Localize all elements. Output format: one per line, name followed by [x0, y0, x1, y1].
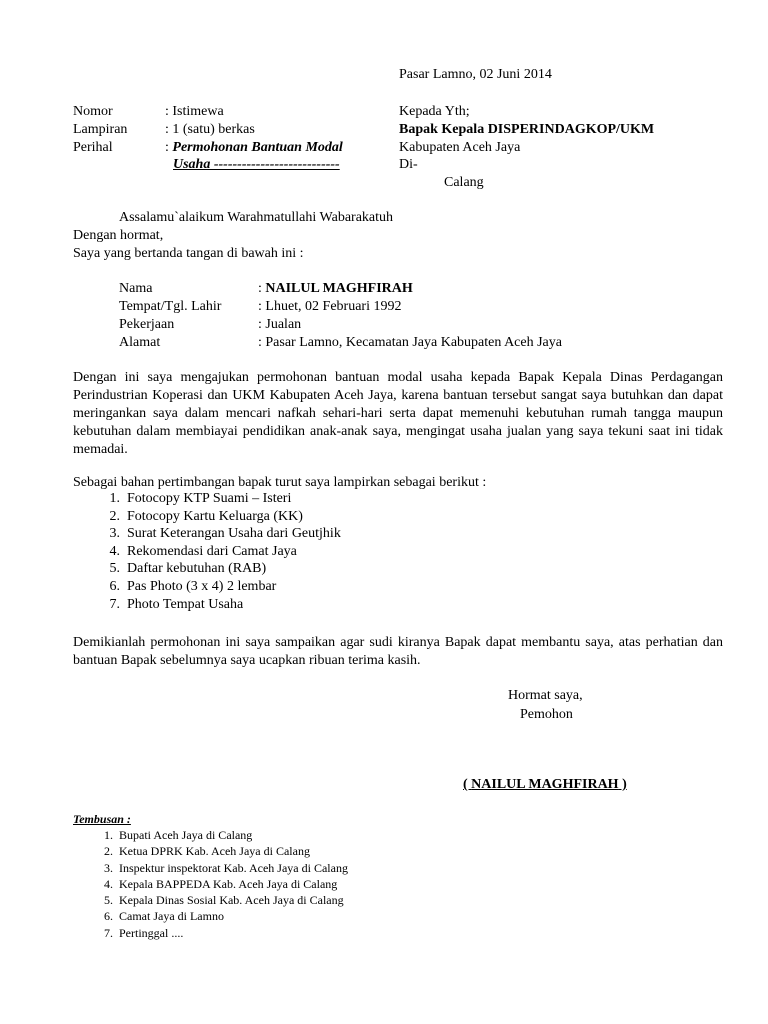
identity-label-pekerjaan: Pekerjaan	[119, 317, 175, 332]
list-item	[73, 827, 348, 843]
list-item	[73, 596, 341, 614]
list-item	[73, 560, 341, 578]
address: Pasar Lamno, Kecamatan Jaya Kabupaten Aceh Jaya	[265, 335, 562, 350]
perihal-line2: Usaha ---------------------------	[173, 157, 340, 172]
recipient-line3: Kabupaten Aceh Jaya	[399, 140, 521, 155]
list-number: 1.	[109, 491, 120, 506]
signer-name: NAILUL MAGHFIRAH	[471, 777, 619, 792]
list-text: Photo Tempat Usaha	[127, 596, 244, 612]
greeting-intro: Saya yang bertanda tangan di bawah ini :	[73, 246, 304, 261]
list-text: Inspektur inspektorat Kab. Aceh Jaya di Calang	[119, 860, 348, 875]
identity-value-nama	[258, 280, 413, 298]
identity-colon: :	[258, 317, 266, 332]
identity-value-ttl	[258, 298, 401, 316]
list-text: Ketua DPRK Kab. Aceh Jaya di Calang	[119, 844, 310, 859]
lampiran-label: Lampiran	[73, 122, 128, 137]
tembusan-title: Tembusan :	[73, 812, 131, 826]
list-number: 3.	[109, 526, 120, 542]
birth-place-date: Lhuet, 02 Februari 1992	[265, 299, 402, 314]
list-text: Pertinggal ....	[119, 925, 184, 940]
identity-label-nama: Nama	[119, 281, 153, 296]
perihal-line1: Permohonan Bantuan Modal	[172, 140, 343, 155]
list-item	[73, 860, 348, 876]
occupation: Jualan	[265, 317, 302, 332]
list-number: 6.	[104, 909, 113, 924]
list-item	[73, 508, 341, 526]
place-date: Pasar Lamno, 02 Juni 2014	[399, 67, 552, 82]
list-text: Fotocopy KTP Suami – Isteri	[127, 491, 292, 506]
perihal-colon: :	[165, 140, 173, 155]
list-text: Surat Keterangan Usaha dari Geutjhik	[127, 526, 341, 542]
list-item	[73, 908, 348, 924]
recipient-line4: Di-	[399, 157, 418, 172]
identity-value-pekerjaan	[258, 316, 301, 334]
signature-open-paren: (	[463, 777, 472, 792]
perihal-value	[165, 139, 343, 157]
tembusan-list	[73, 827, 348, 941]
signature-name	[463, 776, 627, 794]
recipient-line2: Bapak Kepala DISPERINDAGKOP/UKM	[399, 122, 655, 137]
list-text: Daftar kebutuhan (RAB)	[127, 561, 267, 577]
identity-label-alamat: Alamat	[119, 335, 161, 350]
list-number: 5.	[104, 893, 113, 908]
attachments-list	[73, 490, 341, 613]
list-text: Rekomendasi dari Camat Jaya	[127, 543, 297, 559]
list-text: Bupati Aceh Jaya di Calang	[119, 828, 253, 842]
list-item	[73, 892, 348, 908]
perihal-label: Perihal	[73, 140, 113, 155]
list-item	[73, 843, 348, 859]
identity-colon: :	[258, 335, 266, 350]
list-text: Kepala BAPPEDA Kab. Aceh Jaya di Calang	[119, 876, 338, 891]
identity-value-alamat	[258, 334, 562, 352]
body-paragraph: Dengan ini saya mengajukan permohonan bantuan modal usaha kepada Bapak Kepala Dinas Perdagangan Perindustrian Koperasi dan UKM Kabupaten Aceh Jaya, karena bantuan tersebut sangat saya butuhkan dan dapat meringankan saya dalam mencari nafkah sehari-hari serta dapat memenuhi kebutuhan rumah tangga maupun kebutuhan dalam membiayai pendidikan anak-anak saya, mengingat usaha jualan yang saya tekuni saat ini tidak memadai.	[73, 370, 723, 457]
list-number: 5.	[109, 561, 120, 577]
list-item	[73, 876, 348, 892]
identity-colon: :	[258, 299, 266, 314]
list-item	[73, 525, 341, 543]
list-text: Camat Jaya di Lamno	[119, 909, 224, 924]
list-number: 3.	[104, 860, 113, 875]
recipient-line5: Calang	[444, 175, 484, 190]
list-number: 6.	[109, 578, 120, 594]
list-text: Kepala Dinas Sosial Kab. Aceh Jaya di Calang	[119, 893, 344, 908]
closing-paragraph: Demikianlah permohonan ini saya sampaikan agar sudi kiranya Bapak dapat membantu saya, atas perhatian dan bantuan Bapak sebelumnya saya ucapkan ribuan terima kasih.	[73, 635, 723, 668]
signature-role: Pemohon	[520, 707, 573, 722]
list-item	[73, 543, 341, 561]
signature-close-paren: )	[618, 777, 627, 792]
recipient-line1: Kepada Yth;	[399, 104, 470, 119]
list-item	[73, 578, 341, 596]
applicant-name: NAILUL MAGHFIRAH	[265, 281, 413, 296]
list-item	[73, 925, 348, 941]
attachments-intro: Sebagai bahan pertimbangan bapak turut saya lampirkan sebagai berikut :	[73, 475, 487, 490]
signature-regards: Hormat saya,	[508, 688, 583, 703]
nomor-label: Nomor	[73, 104, 113, 119]
list-number: 7.	[109, 596, 120, 612]
nomor-value: : Istimewa	[165, 104, 224, 119]
list-number: 1.	[104, 828, 113, 842]
list-item	[73, 490, 341, 508]
identity-label-ttl: Tempat/Tgl. Lahir	[119, 299, 222, 314]
list-number: 4.	[104, 876, 113, 891]
list-number: 2.	[104, 844, 113, 859]
list-text: Pas Photo (3 x 4) 2 lembar	[127, 578, 277, 594]
list-number: 2.	[109, 508, 120, 524]
lampiran-value: : 1 (satu) berkas	[165, 122, 255, 137]
list-text: Fotocopy Kartu Keluarga (KK)	[127, 508, 303, 524]
list-number: 4.	[109, 543, 120, 559]
identity-colon: :	[258, 281, 266, 296]
greeting-salam: Assalamu`alaikum Warahmatullahi Wabarakatuh	[119, 210, 394, 225]
greeting-hormat: Dengan hormat,	[73, 228, 164, 243]
list-number: 7.	[104, 925, 113, 940]
